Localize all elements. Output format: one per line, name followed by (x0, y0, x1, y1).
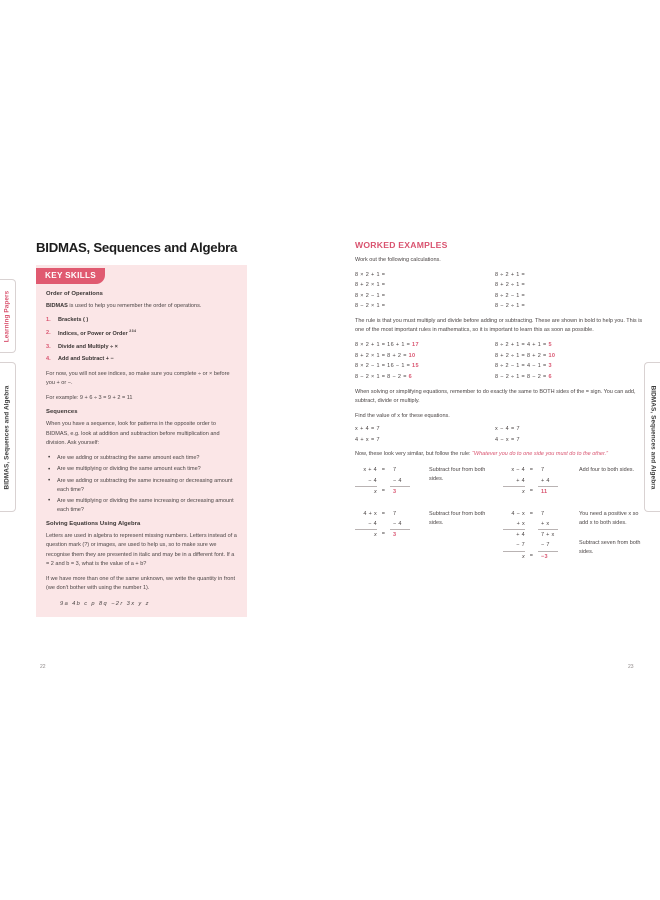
working-lhs: − 4 (368, 477, 377, 484)
working-line (503, 529, 575, 540)
list-item: • Are we multiplying or dividing the same amount each time? (46, 465, 237, 474)
working-lhs (355, 529, 377, 540)
working-result: 11 (538, 486, 558, 497)
working-note-2: Add four to both sides. (579, 467, 635, 474)
working-eq: = (381, 510, 386, 517)
equation-left: x + 4 = 7 (355, 426, 381, 433)
list-item: • Are we adding or subtracting the same increasing or decreasing amount each time? (46, 477, 237, 495)
order-of-operations-intro (46, 302, 237, 312)
working-note-1: Subtract four from both sides. (429, 467, 486, 483)
working-line (355, 476, 425, 486)
working-note-4 (579, 509, 645, 562)
key-skills-panel (36, 265, 247, 617)
working-lhs (503, 551, 525, 562)
working-block-2 (503, 465, 575, 497)
algebra-letters-example: 9a 4b c p 8q −2r 3x y z (60, 600, 150, 607)
algebra-heading: Solving Equations Using Algebra (46, 520, 141, 527)
bidmas-step-superscript: 234 (129, 328, 137, 333)
question-left: 8 × 2 + 1 = (355, 271, 386, 278)
working-result: −3 (538, 551, 558, 562)
working-lhs: 4 − x (511, 510, 525, 517)
bidmas-step-number: 3. (46, 343, 51, 350)
working-eq: = (529, 467, 534, 474)
working-rhs: 7 + x (538, 529, 558, 540)
equations-grid (355, 426, 645, 443)
answer-left (355, 374, 495, 380)
answer-right (495, 353, 645, 359)
working-block-3 (355, 509, 425, 562)
answer-left-result: 10 (408, 352, 416, 359)
answer-left-expression: 8 × 2 + 1 = 16 + 1 = (355, 342, 413, 349)
working-line (503, 509, 575, 519)
answer-left (355, 342, 495, 348)
side-tab-learning-papers-label: Learning Papers (3, 290, 11, 342)
working-line (503, 476, 575, 486)
rule-paragraph: The rule is that you must multiply and divide before adding or subtracting. These are shown in bold to help you. This is one of the most important rules in mathematics, so it is important to learn this as soon as possible. (355, 318, 643, 334)
working-variable: x (373, 532, 377, 539)
working-eq (377, 476, 390, 486)
working-row (355, 465, 645, 497)
working-lhs: x − 4 (511, 467, 525, 474)
working-eq: = (381, 531, 386, 538)
bidmas-step-number: 1. (46, 317, 51, 324)
algebra-paragraph-2: If we have more than one of the same unknown, we write the quantity in front (we don't bother with using the number 1). (46, 575, 236, 592)
answer-left-result: 6 (408, 373, 413, 380)
list-item: • Are we adding or subtracting the same amount each time? (46, 454, 237, 463)
working-lhs: + 4 (516, 477, 525, 484)
question-left: 8 + 2 × 1 = (355, 282, 386, 289)
answer-right-result: 10 (548, 352, 556, 359)
page-number-left: 22 (40, 664, 46, 670)
bidmas-step (46, 329, 237, 338)
working-rhs: 7 (393, 510, 397, 517)
working-lhs: − 7 (516, 542, 525, 549)
working-line (355, 465, 425, 475)
key-skills-badge: KEY SKILLS (36, 268, 105, 284)
working-variable: x (373, 488, 377, 495)
working-line (503, 540, 575, 550)
bidmas-step-number: 2. (46, 329, 51, 336)
questions-grid (355, 272, 645, 310)
answer-left-expression: 8 + 2 × 1 = 8 + 2 = (355, 352, 409, 359)
working-rhs: − 4 (393, 477, 402, 484)
both-sides-paragraph: When solving or simplifying equations, remember to do exactly the same to BOTH sides of the = sign. You can add, subtract, divide or multiply. (355, 388, 636, 404)
working-eq (525, 519, 538, 529)
working-eq: = (381, 487, 386, 494)
right-page (355, 240, 645, 574)
answer-right (495, 342, 645, 348)
equation-left: 4 + x = 7 (355, 437, 381, 444)
sequences-intro: When you have a sequence, look for patterns in the opposite order to BIDMAS, e.g. look at addition and subtraction before multiplication and division. Ask yourself: (46, 421, 220, 447)
working-result: 3 (390, 486, 410, 497)
bidmas-step-label (58, 329, 136, 338)
bidmas-step-text: Divide and Multiply ÷ × (58, 343, 118, 350)
working-rhs: 7 (541, 467, 545, 474)
working-result: 3 (390, 529, 410, 540)
working-line-result (503, 486, 575, 497)
working-row (355, 509, 645, 562)
sequences-bullet-list (46, 454, 237, 515)
working-line-result (355, 486, 425, 497)
bidmas-step (46, 355, 237, 363)
answer-right-result: 3 (548, 363, 552, 370)
answer-left-expression: 8 − 2 × 1 = 8 − 2 = (355, 373, 409, 380)
order-example: For example: 9 + 6 ÷ 3 = 9 + 2 = 11 (46, 394, 133, 401)
golden-rule-lead: Now, these look very similar, but follow the rule: (355, 451, 473, 458)
question-right: 8 ÷ 2 + 1 = (495, 271, 526, 278)
working-line (503, 519, 575, 529)
working-line (355, 509, 425, 519)
question-left: 8 × 2 − 1 = (355, 292, 386, 299)
worked-examples-title: WORKED EXAMPLES (355, 240, 448, 250)
working-rhs: − 7 (541, 542, 550, 549)
answers-grid (355, 342, 645, 380)
sequences-heading: Sequences (46, 409, 78, 416)
working-note-4b: Subtract seven from both sides. (579, 539, 641, 555)
working-line (355, 519, 425, 529)
order-note: For now, you will not see indices, so make sure you complete ÷ or × before you + or −. (46, 370, 230, 387)
page-number-right: 23 (628, 664, 634, 670)
working-eq: = (529, 552, 534, 559)
key-skills-body (36, 291, 247, 607)
answer-right (495, 363, 645, 369)
bidmas-step-text: Add and Subtract + − (58, 356, 114, 363)
working-eq (525, 476, 538, 486)
working-block-4 (503, 509, 575, 562)
working-eq (377, 519, 390, 529)
working-variable: x (521, 553, 525, 560)
bidmas-step-text: Indices, or Power or Order (58, 330, 130, 337)
bidmas-step-label (58, 316, 88, 324)
left-page (36, 240, 326, 617)
working-lhs: + 4 (503, 529, 525, 540)
working-line-result (355, 529, 425, 540)
answer-right (495, 374, 645, 380)
worked-examples-intro: Work out the following calculations. (355, 257, 441, 263)
working-note-4a: You need a positive x so add x to both sides. (579, 510, 639, 526)
side-tab-bidmas-right-label: BIDMAS, Sequences and Algebra (649, 385, 657, 489)
working-rhs: + x (541, 521, 550, 528)
algebra-paragraph-1: Letters are used in algebra to represent missing numbers. Letters instead of a question mark (?) or images, are used to help us, so to make sure we recognise them they are presented in italic and may be in a different font. If a = 2 and b = 3, what is the value of a + b? (46, 532, 237, 568)
side-tab-bidmas-left-label: BIDMAS, Sequences and Algebra (3, 385, 11, 489)
bidmas-step-label (58, 343, 118, 351)
answer-left-result: 17 (412, 342, 419, 349)
working-eq (525, 529, 538, 540)
answer-right-expression: 8 − 2 ÷ 1 = 8 − 2 = (495, 373, 549, 380)
working-eq: = (381, 467, 386, 474)
answer-left (355, 363, 495, 369)
working-variable: x (521, 488, 525, 495)
bidmas-intro-rest: is used to help you remember the order of operations. (67, 302, 202, 309)
equation-right: x − 4 = 7 (495, 426, 521, 433)
answer-left-expression: 8 × 2 − 1 = 16 − 1 = (355, 363, 413, 370)
working-rhs: 7 (393, 467, 397, 474)
answer-right-expression: 8 ÷ 2 − 1 = 4 − 1 = (495, 363, 549, 370)
answer-right-result: 6 (548, 373, 552, 380)
equation-right: 4 − x = 7 (495, 437, 521, 444)
golden-rule-quote: “Whatever you do to one side you must do to the other.” (472, 451, 608, 458)
working-rhs: 7 (541, 510, 545, 517)
working-line-result (503, 551, 575, 562)
answer-left-result: 15 (412, 363, 419, 370)
question-right: 8 − 2 ÷ 1 = (495, 303, 526, 310)
working-lhs: 4 + x (363, 510, 377, 517)
bidmas-step-text: Brackets ( ) (58, 317, 89, 324)
answer-right-expression: 8 + 2 ÷ 1 = 8 + 2 = (495, 352, 549, 359)
working-lhs: x + 4 (363, 467, 377, 474)
working-line (503, 465, 575, 475)
working-eq (525, 540, 538, 550)
working-note-3: Subtract four from both sides. (429, 510, 486, 526)
side-tab-learning-papers[interactable] (0, 279, 16, 353)
bidmas-step-number: 4. (46, 356, 51, 363)
working-eq: = (529, 510, 534, 517)
bidmas-step-label (58, 355, 114, 363)
working-block-1 (355, 465, 425, 497)
bidmas-step (46, 316, 237, 324)
working-lhs: + x (516, 521, 525, 528)
answer-right-expression: 8 ÷ 2 + 1 = 4 + 1 = (495, 342, 549, 349)
list-item: • Are we multiplying or dividing the same increasing or decreasing amount each time? (46, 497, 237, 515)
working-lhs (355, 486, 377, 497)
order-of-operations-heading: Order of Operations (46, 290, 103, 297)
working-rhs: − 4 (393, 521, 402, 528)
working-eq: = (529, 487, 534, 494)
working-rhs: + 4 (541, 477, 550, 484)
bidmas-bold: BIDMAS (46, 302, 68, 309)
side-tab-bidmas-left[interactable] (0, 362, 16, 512)
answer-left (355, 353, 495, 359)
working-lhs (503, 486, 525, 497)
find-value-instruction: Find the value of x for these equations. (355, 412, 450, 419)
question-right: 8 + 2 ÷ 1 = (495, 282, 526, 289)
page-title: BIDMAS, Sequences and Algebra (36, 240, 238, 255)
question-right: 8 ÷ 2 − 1 = (495, 292, 526, 299)
working-lhs: − 4 (368, 521, 377, 528)
question-left: 8 − 2 × 1 = (355, 303, 386, 310)
golden-rule-paragraph (355, 450, 645, 459)
bidmas-step (46, 343, 237, 351)
answer-right-result: 5 (548, 342, 552, 349)
side-tab-bidmas-right[interactable] (644, 362, 660, 512)
